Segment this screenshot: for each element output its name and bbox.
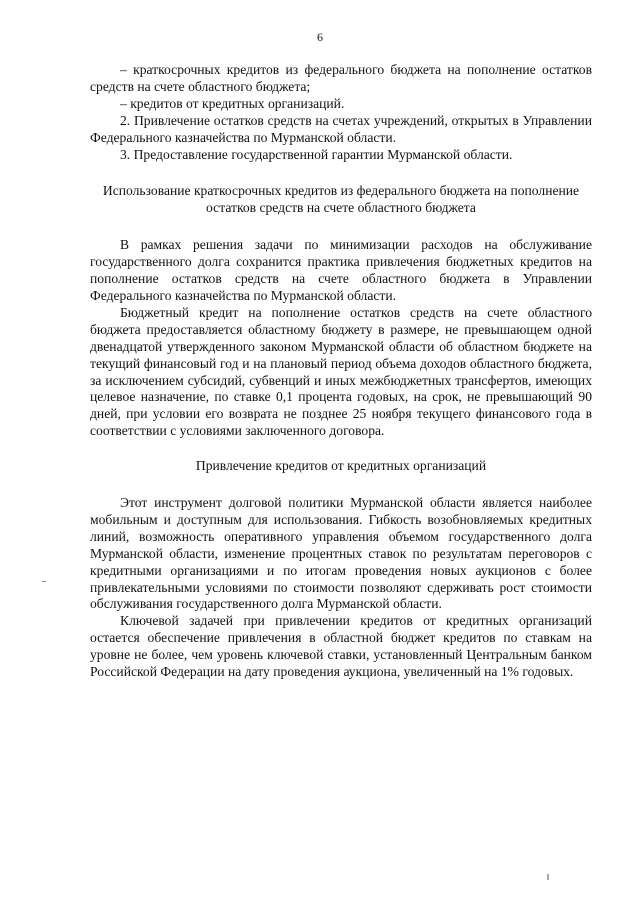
paragraph-key-rate-task: Ключевой задачей при привлечении кредитов от кредитных организаций остается обеспечение привлечения в областной бюджет кредитов по ставкам на уровне не более, чем уровень ключевой ставки, установленный Центральным банком Российской Федерации на дату проведения аукциона, увеличенный на 1% годовых. xyxy=(90,613,592,680)
scan-mark xyxy=(42,581,46,582)
section-title-federal-credits: Использование краткосрочных кредитов из федерального бюджета на пополнение остатков средств на счете областного бюджета xyxy=(102,183,580,216)
spacer xyxy=(90,440,592,458)
paragraph-mobile-instrument: Этот инструмент долговой политики Мурманской области является наиболее мобильным и доступным для использования. Гибкость возобновляемых кредитных линий, возможность оперативного управления объемом государственного долга Мурманской области, изменение процентных ставок по результатам переговоров с кредитными организациями и по итогам проведения новых аукционов с более привлекательными условиями по стоимости позволяют сдерживать рост стоимости обслуживания государственного долга Мурманской области. xyxy=(90,495,592,612)
spacer xyxy=(90,217,592,237)
spacer xyxy=(90,163,592,183)
document-content xyxy=(90,62,592,681)
paragraph-budget-credit-terms: Бюджетный кредит на пополнение остатков средств на счете областного бюджета предоставляется областному бюджету в размере, не превышающем одной двенадцатой утвержденного законом Мурманской области об областном бюджете на текущий финансовый год и на плановый период объема доходов областного бюджета, за исключением субсидий, субвенций и иных межбюджетных трансфертов, имеющих целевое назначение, по ставке 0,1 процента годовых, на срок, не превышающий 90 дней, при условии его возврата не позднее 25 ноября текущего финансового года в соответствии с условиями заключенного договора. xyxy=(90,304,592,439)
list-item-short-term-federal-credits: – краткосрочных кредитов из федерального бюджета на пополнение остатков средств на счете областного бюджета; xyxy=(90,62,592,94)
list-item-state-guarantee: 3. Предоставление государственной гарантии Мурманской области. xyxy=(120,146,513,162)
spacer xyxy=(90,475,592,495)
section-title-credit-organizations: Привлечение кредитов от кредитных организаций xyxy=(195,458,487,474)
list-item-credit-organizations: – кредитов от кредитных организаций. xyxy=(120,95,345,111)
page-number: 6 xyxy=(317,30,323,44)
list-item-institution-balances: 2. Привлечение остатков средств на счетах учреждений, открытых в Управлении Федерального казначейства по Мурманской области. xyxy=(90,112,592,145)
scan-mark xyxy=(547,874,549,880)
paragraph-debt-cost-minimization: В рамках решения задачи по минимизации расходов на обслуживание государственного долга сохранится практика привлечения бюджетных кредитов на пополнение остатков средств на счете областного бюджета в Управлении Федерального казначейства по Мурманской области. xyxy=(90,237,592,303)
